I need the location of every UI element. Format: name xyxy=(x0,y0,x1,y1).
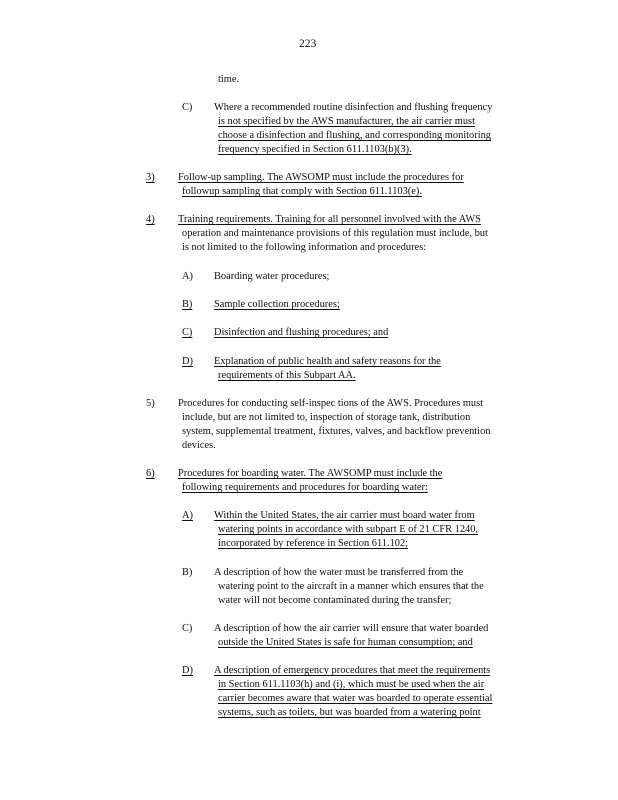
item-c-marker: C) xyxy=(182,102,193,113)
item-6d-line-4: systems, such as toilets, but was boarded from a watering point xyxy=(218,707,481,718)
item-3-line-1: Follow-up sampling. The AWSOMP must include the procedures for xyxy=(178,172,464,183)
item-4-line-1: Training requirements. Training for all personnel involved with the AWS xyxy=(178,214,481,225)
item-6b-line-3: water will not become contaminated during the transfer; xyxy=(218,595,452,606)
item-6b-line-2: watering point to the aircraft in a manner which ensures that the xyxy=(218,581,484,592)
item-4a-marker: A) xyxy=(182,271,193,282)
item-6a-line-2: watering points in accordance with subpart E of 21 CFR 1240, xyxy=(218,524,479,535)
item-6-line-2: following requirements and procedures for boarding water: xyxy=(182,482,428,493)
item-5-line-3: system, supplemental treatment, fixtures, valves, and backflow prevention xyxy=(182,426,491,437)
item-6-marker: 6) xyxy=(146,468,155,479)
item-6b-line-1: A description of how the water must be transferred from the xyxy=(214,567,464,578)
item-4-line-3: is not limited to the following information and procedures: xyxy=(182,242,427,253)
item-3-marker: 3) xyxy=(146,172,155,183)
continuation-line: time. xyxy=(218,74,240,85)
page-number: 223 xyxy=(299,38,317,50)
item-6b-marker: B) xyxy=(182,567,193,578)
item-4-marker: 4) xyxy=(146,214,155,225)
item-5-marker: 5) xyxy=(146,398,155,409)
item-c-line-3: choose a disinfection and flushing, and corresponding monitoring xyxy=(218,130,491,141)
item-c-line-2: is not specified by the AWS manufacturer, the air carrier must xyxy=(218,116,475,127)
item-6c-line-2: outside the United States is safe for human consumption; and xyxy=(218,637,473,648)
item-6d-line-2: in Section 611.1103(h) and (i), which must be used when the air xyxy=(218,679,485,690)
item-6c-line-1: A description of how the air carrier will ensure that water boarded xyxy=(214,623,489,634)
item-c-line-1: Where a recommended routine disinfection and flushing frequency xyxy=(214,102,493,113)
item-6a-line-3: incorporated by reference in Section 611.102; xyxy=(218,538,409,549)
item-6a-line-1: Within the United States, the air carrier must board water from xyxy=(214,510,475,521)
item-4d-line-2: requirements of this Subpart AA. xyxy=(218,370,356,381)
item-4a-line-1: Boarding water procedures; xyxy=(214,271,330,282)
item-6d-marker: D) xyxy=(182,665,193,676)
item-6c-marker: C) xyxy=(182,623,193,634)
item-4b-line-1: Sample collection procedures; xyxy=(214,299,340,310)
item-6a-marker: A) xyxy=(182,510,193,521)
item-4c-marker: C) xyxy=(182,327,193,338)
item-5-line-1: Procedures for conducting self-inspec tions of the AWS. Procedures must xyxy=(178,398,484,409)
item-4-line-2: operation and maintenance provisions of this regulation must include, but xyxy=(182,228,488,239)
item-6-line-1: Procedures for boarding water. The AWSOMP must include the xyxy=(178,468,443,479)
item-4b-marker: B) xyxy=(182,299,193,310)
item-5-line-4: devices. xyxy=(182,440,216,451)
item-6d-line-3: carrier becomes aware that water was boarded to operate essential xyxy=(218,693,493,704)
item-c-line-4: frequency specified in Section 611.1103(b)(3). xyxy=(218,144,412,155)
item-3-line-2: followup sampling that comply with Section 611.1103(e). xyxy=(182,186,422,197)
item-6d-line-1: A description of emergency procedures that meet the requirements xyxy=(214,665,491,676)
item-4c-line-1: Disinfection and flushing procedures; and xyxy=(214,327,389,338)
item-5-line-2: include, but are not limited to, inspection of storage tank, distribution xyxy=(182,412,471,423)
item-4d-marker: D) xyxy=(182,356,193,367)
item-4d-line-1: Explanation of public health and safety reasons for the xyxy=(214,356,441,367)
